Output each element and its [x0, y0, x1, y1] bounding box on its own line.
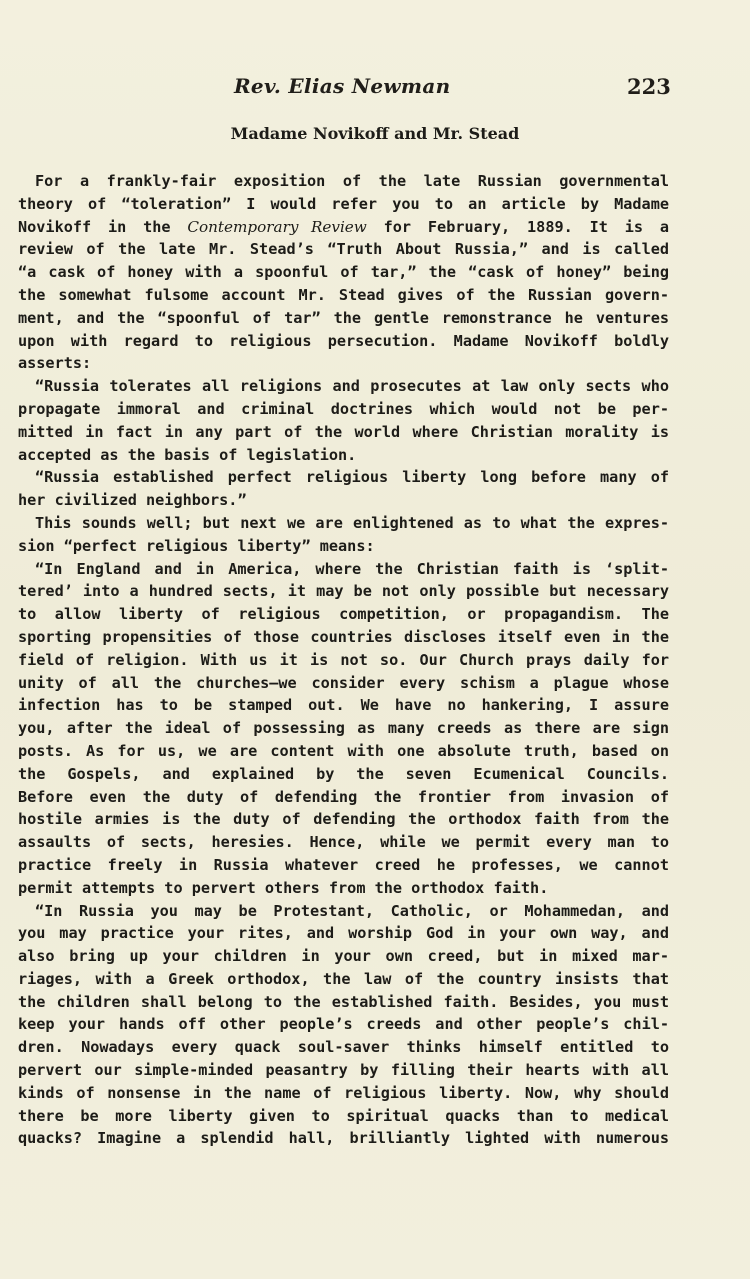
text-line: field of religion. With us it is not so. Our Church prays daily for	[18, 650, 669, 669]
text-line: propagate immoral and criminal doctrines which would not be per-	[18, 399, 669, 418]
text-line: upon with regard to religious persecution. Madame Novikoff boldly	[18, 331, 669, 350]
text-line: asserts:	[18, 354, 92, 373]
text-line: pervert our simple-minded peasantry by filling their hearts with all	[18, 1061, 669, 1080]
text-line: kinds of nonsense in the name of religious liberty. Now, why should	[18, 1083, 669, 1102]
text-line: you, after the ideal of possessing as many creeds as there are sign	[18, 719, 669, 738]
text-span: for February, 1889. It is a	[366, 217, 669, 236]
text-line: the somewhat fulsome account Mr. Stead gives of the Russian govern-	[18, 285, 669, 304]
text-line: quacks? Imagine a splendid hall, brilliantly lighted with numerous	[18, 1129, 669, 1148]
text-line: Before even the duty of defending the frontier from invasion of	[18, 787, 669, 806]
text-line: the children shall belong to the established faith. Besides, you must	[18, 992, 669, 1011]
text-line: assaults of sects, heresies. Hence, while we permit every man to	[18, 833, 669, 852]
text-line: riages, with a Greek orthodox, the law of the country insists that	[18, 969, 669, 988]
text-line: sion “perfect religious liberty” means:	[18, 536, 375, 555]
text-line: keep your hands off other people’s creeds and other people’s chil-	[18, 1015, 669, 1034]
text-line: “In England and in America, where the Christian faith is ‘split-	[35, 559, 669, 578]
text-line: tered’ into a hundred sects, it may be not only possible but necessary	[18, 582, 669, 601]
text-line: “Russia tolerates all religions and prosecutes at law only sects who	[35, 377, 669, 396]
running-head	[0, 74, 750, 108]
text-line: accepted as the basis of legislation.	[18, 445, 357, 464]
text-line: ment, and the “spoonful of tar” the gentle remonstrance he ventures	[18, 308, 669, 327]
text-line: theory of “toleration” I would refer you to an article by Madame	[18, 194, 669, 213]
text-line: unity of all the churches—we consider every schism a plague whose	[18, 673, 669, 692]
text-line: “a cask of honey with a spoonful of tar,” the “cask of honey” being	[18, 263, 669, 282]
text-line: infection has to be stamped out. We have no hankering, I assure	[18, 696, 669, 715]
text-line: permit attempts to pervert others from the orthodox faith.	[18, 878, 549, 897]
text-line: review of the late Mr. Stead’s “Truth About Russia,” and is called	[18, 240, 669, 259]
text-line: you may practice your rites, and worship God in your own way, and	[18, 924, 669, 943]
section-title: Madame Novikoff and Mr. Stead	[230, 124, 520, 143]
text-line: sporting propensities of those countries discloses itself even in the	[18, 627, 669, 646]
text-line: also bring up your children in your own creed, but in mixed mar-	[18, 947, 669, 966]
page-number: 223	[627, 74, 671, 99]
text-line: the Gospels, and explained by the seven Ecumenical Councils.	[18, 764, 669, 783]
text-line: For a frankly-fair exposition of the late Russian governmental	[35, 172, 669, 190]
text-line: This sounds well; but next we are enlightened as to what the expres-	[35, 513, 669, 532]
body-text	[18, 170, 669, 1150]
text-line: her civilized neighbors.”	[18, 491, 247, 510]
text-line: hostile armies is the duty of defending the orthodox faith from the	[18, 810, 669, 829]
text-line: there be more liberty given to spiritual quacks than to medical	[18, 1106, 669, 1125]
text-line: to allow liberty of religious competition, or propagandism. The	[18, 605, 669, 624]
text-line: posts. As for us, we are content with one absolute truth, based on	[18, 741, 669, 760]
text-line: “In Russia you may be Protestant, Catholic, or Mohammedan, and	[35, 901, 669, 920]
text-line: dren. Nowadays every quack soul-saver thinks himself entitled to	[18, 1038, 669, 1057]
text-line: practice freely in Russia whatever creed he professes, we cannot	[18, 855, 669, 874]
running-title: Rev. Elias Newman	[234, 74, 451, 98]
text-line-with-italic	[18, 216, 669, 239]
text-line: “Russia established perfect religious liberty long before many of	[35, 468, 669, 487]
text-span: Novikoff in the	[18, 217, 188, 236]
text-line: mitted in fact in any part of the world where Christian morality is	[18, 422, 669, 441]
journal-title: Contemporary Review	[187, 217, 367, 236]
